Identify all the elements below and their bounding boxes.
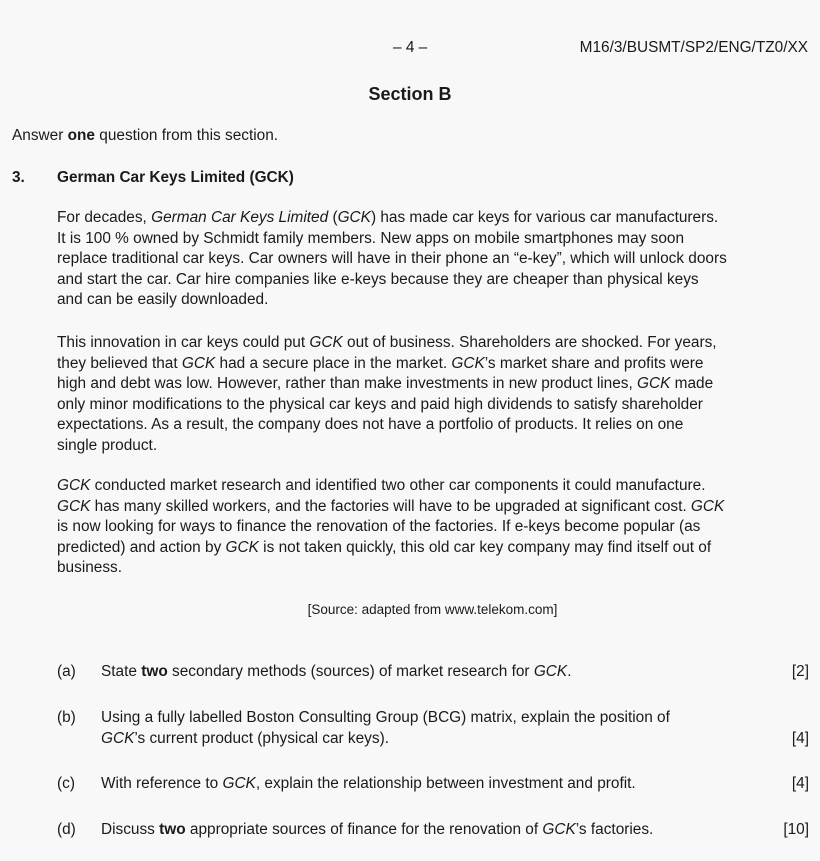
paragraph-line: they believed that GCK had a secure place in the market. GCK’s market share and profits were: [57, 354, 704, 372]
paper-code: M16/3/BUSMT/SP2/ENG/TZ0/XX: [579, 39, 808, 56]
paragraph-line: expectations. As a result, the company does not have a portfolio of products. It relies on one: [57, 416, 684, 434]
part-label: (a): [57, 663, 76, 680]
paragraph-line: and can be easily downloaded.: [57, 291, 269, 309]
part-label: (b): [57, 709, 76, 726]
part-label: (c): [57, 775, 75, 792]
part-marks: [10]: [783, 821, 809, 838]
case-paragraph: [57, 476, 809, 579]
paragraph-line: For decades, German Car Keys Limited (GCK) has made car keys for various car manufacturers.: [57, 209, 719, 226]
paragraph-line: This innovation in car keys could put GCK out of business. Shareholders are shocked. For years,: [57, 334, 717, 351]
paragraph-line: business.: [57, 559, 123, 577]
question-number: 3.: [12, 169, 25, 186]
part-marks: [2]: [791, 663, 809, 680]
paragraph-line: GCK conducted market research and identified two other car components it could manufacture.: [57, 477, 706, 494]
part-text: State two secondary methods (sources) of market research for GCK.: [101, 663, 572, 680]
case-paragraph: [57, 333, 809, 457]
part-text: Discuss two appropriate sources of finance for the renovation of GCK’s factories.: [101, 821, 654, 838]
paragraph-line: only minor modifications to the physical car keys and paid high dividends to satisfy shareholder: [57, 395, 703, 413]
paragraph-line: replace traditional car keys. Car owners will have in their phone an “e-key”, which will unlock doors: [57, 250, 727, 268]
paragraph-line: is now looking for ways to finance the renovation of the factories. If e-keys become popular (as: [57, 518, 701, 536]
part-text: With reference to GCK, explain the relationship between investment and profit.: [101, 775, 636, 792]
question-title: German Car Keys Limited (GCK): [57, 169, 294, 186]
page-number: – 4 –: [393, 39, 428, 56]
paragraph-line: single product.: [57, 436, 158, 454]
part-marks: [4]: [791, 729, 809, 747]
section-title: Section B: [368, 84, 452, 104]
part-text: GCK’s current product (physical car keys).: [101, 729, 389, 747]
paragraph-line: high and debt was low. However, rather than make investments in new product lines, GCK made: [57, 375, 714, 393]
source-citation: [Source: adapted from www.telekom.com]: [307, 602, 558, 617]
part-marks: [4]: [791, 775, 809, 792]
paragraph-line: It is 100 % owned by Schmidt family members. New apps on mobile smartphones may soon: [57, 229, 685, 247]
part-text: Using a fully labelled Boston Consulting Group (BCG) matrix, explain the position of: [101, 709, 670, 726]
paragraph-line: GCK has many skilled workers, and the factories will have to be upgraded at significant cost. GCK: [57, 497, 725, 515]
part-label: (d): [57, 821, 76, 838]
paragraph-line: and start the car. Car hire companies like e-keys because they are cheaper than physical keys: [57, 270, 699, 288]
case-paragraph: [57, 208, 809, 311]
paragraph-line: predicted) and action by GCK is not taken quickly, this old car key company may find itself out of: [57, 538, 712, 556]
instruction: Answer one question from this section.: [12, 127, 279, 144]
